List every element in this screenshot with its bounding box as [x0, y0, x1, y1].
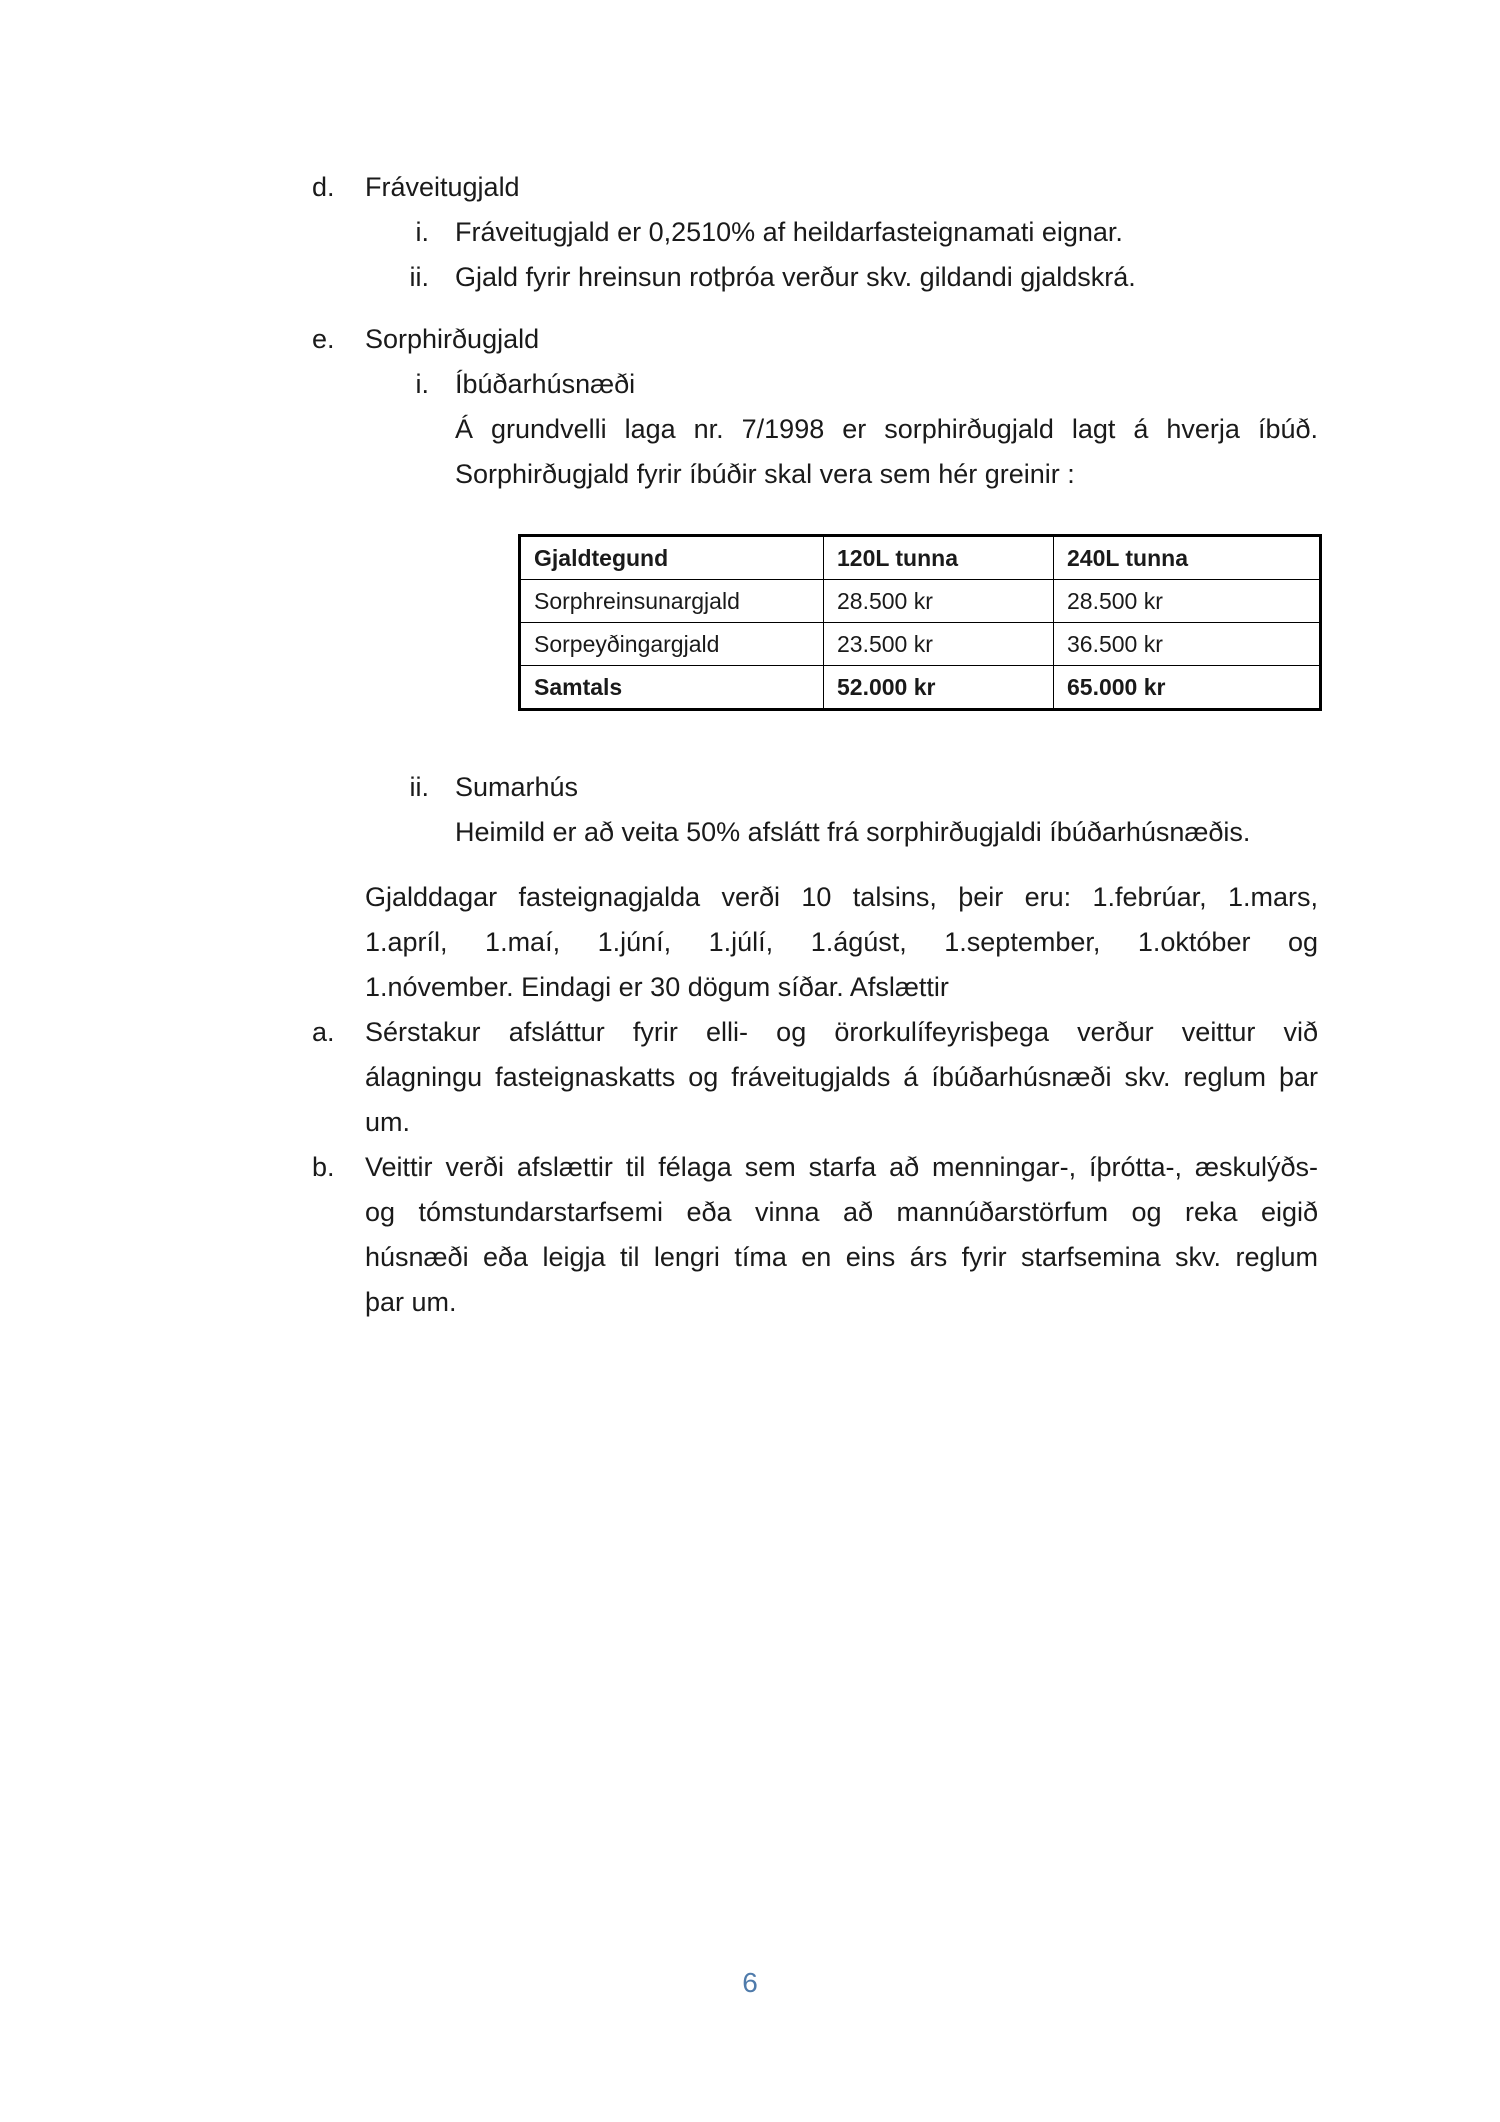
paragraph-line: 1.nóvember. Eindagi er 30 dögum síðar. Afslættir — [365, 972, 949, 1002]
table-cell: 36.500 kr — [1054, 623, 1321, 666]
paragraph-line: Gjalddagar fasteignagjalda verði 10 talsins, þeir eru: 1.febrúar, 1.mars, — [365, 882, 1318, 912]
list-item-e-ii — [365, 765, 1318, 810]
table-header-cell: 240L tunna — [1054, 536, 1321, 580]
page-number: 6 — [742, 1967, 758, 1998]
list-marker: ii. — [409, 262, 429, 292]
list-item-label: Íbúðarhúsnæði — [455, 369, 636, 399]
list-item-e-i — [365, 362, 1318, 407]
paragraph-sorphirdugjald — [455, 407, 1318, 497]
list-item-d — [312, 165, 1318, 210]
table-cell: Sorpeyðingargjald — [520, 623, 824, 666]
list-marker: b. — [312, 1152, 335, 1182]
list-marker: i. — [415, 217, 429, 247]
table-row — [520, 623, 1321, 666]
paragraph-line: Sérstakur afsláttur fyrir elli- og örorkulífeyrisþega verður veittur við — [365, 1017, 1318, 1047]
list-item-b — [312, 1145, 1318, 1325]
list-item-a — [312, 1010, 1318, 1145]
list-item-text: Gjald fyrir hreinsun rotþróa verður skv. gildandi gjaldskrá. — [455, 262, 1136, 292]
paragraph-line: Sorphirðugjald fyrir íbúðir skal vera sem hér greinir : — [455, 459, 1075, 489]
table-cell: 28.500 kr — [1054, 580, 1321, 623]
list-item-d-i — [365, 210, 1318, 255]
list-item-d-ii — [365, 255, 1318, 300]
table-header-row — [520, 536, 1321, 580]
list-item-text — [365, 1010, 1318, 1145]
table-header-cell: 120L tunna — [824, 536, 1054, 580]
list-item-text: Fráveitugjald er 0,2510% af heildarfasteignamati eignar. — [455, 217, 1123, 247]
paragraph-line: þar um. — [365, 1287, 457, 1317]
list-item-label: Sorphirðugjald — [365, 324, 540, 354]
list-item-label: Sumarhús — [455, 772, 579, 802]
list-item-label: Fráveitugjald — [365, 172, 520, 202]
paragraph-line: húsnæði eða leigja til lengri tíma en eins árs fyrir starfsemina skv. reglum — [365, 1242, 1318, 1272]
table-cell: 65.000 kr — [1054, 666, 1321, 710]
table-row — [520, 580, 1321, 623]
document-content — [312, 165, 1318, 1325]
paragraph-line: um. — [365, 1107, 411, 1137]
list-marker: ii. — [409, 772, 429, 802]
paragraph-line: og tómstundarstarfsemi eða vinna að mannúðarstörfum og reka eigið — [365, 1197, 1318, 1227]
table-cell: Samtals — [520, 666, 824, 710]
list-marker: a. — [312, 1017, 335, 1047]
table-cell: Sorphreinsunargjald — [520, 580, 824, 623]
paragraph-gjalddagar — [365, 875, 1318, 1010]
list-marker: i. — [415, 369, 429, 399]
table-cell: 52.000 kr — [824, 666, 1054, 710]
list-item-text — [365, 1145, 1318, 1325]
paragraph-sumarhus — [455, 810, 1318, 855]
table-header-cell: Gjaldtegund — [520, 536, 824, 580]
list-marker: d. — [312, 172, 335, 202]
table-cell: 28.500 kr — [824, 580, 1054, 623]
paragraph-line: Heimild er að veita 50% afslátt frá sorphirðugjaldi íbúðarhúsnæðis. — [455, 817, 1251, 847]
paragraph-line: Á grundvelli laga nr. 7/1998 er sorphirðugjald lagt á hverja íbúð. — [455, 414, 1318, 444]
paragraph-line: álagningu fasteignaskatts og fráveitugjalds á íbúðarhúsnæði skv. reglum þar — [365, 1062, 1318, 1092]
list-item-e — [312, 317, 1318, 362]
paragraph-line: 1.apríl, 1.maí, 1.júní, 1.júlí, 1.ágúst, 1.september, 1.október og — [365, 927, 1318, 957]
table-total-row — [520, 666, 1321, 710]
table-cell: 23.500 kr — [824, 623, 1054, 666]
fee-table — [518, 534, 1322, 711]
paragraph-line: Veittir verði afslættir til félaga sem starfa að menningar-, íþrótta-, æskulýðs- — [365, 1152, 1318, 1182]
list-marker: e. — [312, 324, 335, 354]
